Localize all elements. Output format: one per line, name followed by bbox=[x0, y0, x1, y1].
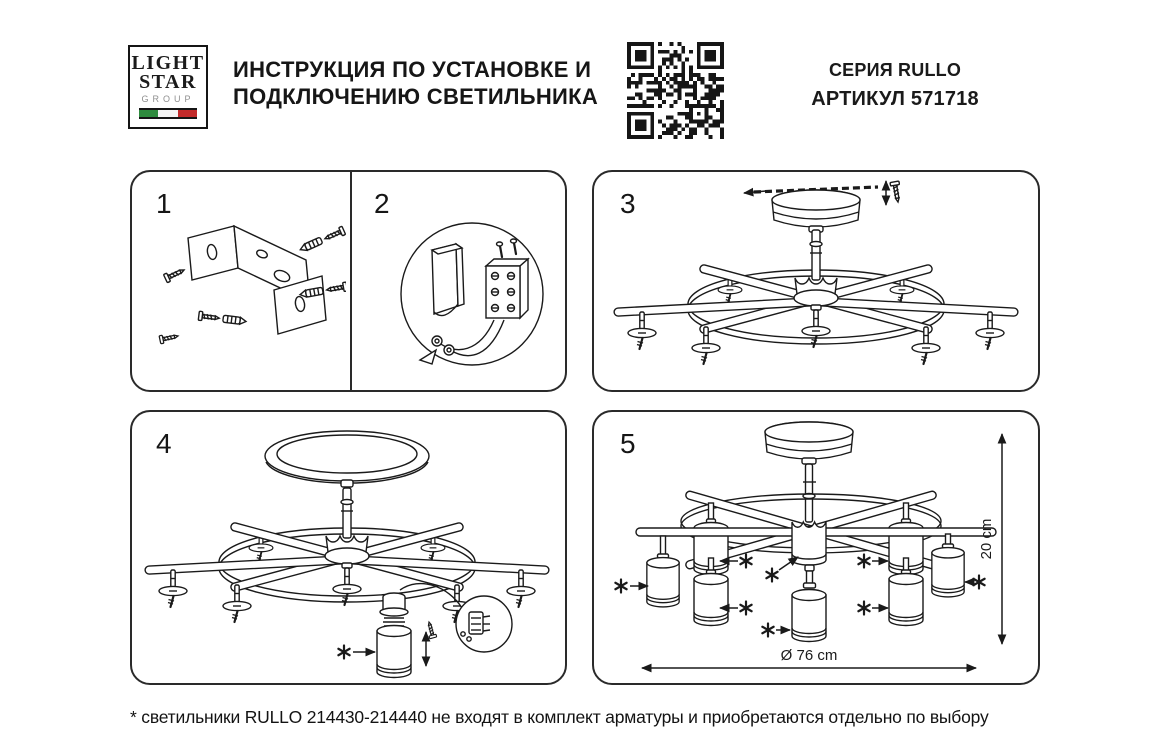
step-5-number: 5 bbox=[620, 428, 636, 459]
series-label: СЕРИЯ RULLO bbox=[828, 60, 962, 80]
logo-text-group: GROUP bbox=[141, 94, 195, 104]
diameter-dimension-label: Ø 76 cm bbox=[780, 647, 838, 664]
panel-step-3 bbox=[592, 170, 1040, 392]
mounting-bracket-diagram bbox=[144, 218, 346, 366]
lamp-attachment-diagram bbox=[132, 420, 565, 680]
footnote: * светильники RULLO 214430-214440 не входят в комплект арматуры и приобретаются отдельно по выбору bbox=[130, 707, 989, 727]
italian-flag-stripe bbox=[139, 108, 197, 119]
product-id-block bbox=[793, 60, 997, 111]
height-dimension-label: 20 cm bbox=[978, 518, 995, 560]
title-line-1: ИНСТРУКЦИЯ ПО УСТАНОВКЕ И bbox=[233, 57, 592, 82]
step-2-number: 2 bbox=[374, 188, 390, 219]
panel-step-4 bbox=[130, 410, 567, 685]
qr-code bbox=[627, 42, 724, 139]
logo-text-light: LIGHT bbox=[131, 52, 205, 74]
article-label: АРТИКУЛ 571718 bbox=[811, 88, 979, 110]
final-assembly-diagram bbox=[596, 418, 1039, 680]
wiring-connection-diagram bbox=[380, 208, 564, 380]
title-line-2: ПОДКЛЮЧЕНИЮ СВЕТИЛЬНИКА bbox=[233, 84, 599, 109]
panel-steps-1-2 bbox=[130, 170, 567, 392]
lightstar-logo bbox=[128, 45, 208, 129]
frame-assembly-diagram bbox=[596, 178, 1035, 390]
step-3-number: 3 bbox=[620, 188, 636, 219]
panel-divider bbox=[350, 172, 352, 390]
step-1-number: 1 bbox=[156, 188, 172, 219]
step-4-number: 4 bbox=[156, 428, 172, 459]
page-title bbox=[233, 56, 598, 110]
logo-text-star: STAR bbox=[139, 71, 197, 93]
panel-step-5 bbox=[592, 410, 1040, 685]
